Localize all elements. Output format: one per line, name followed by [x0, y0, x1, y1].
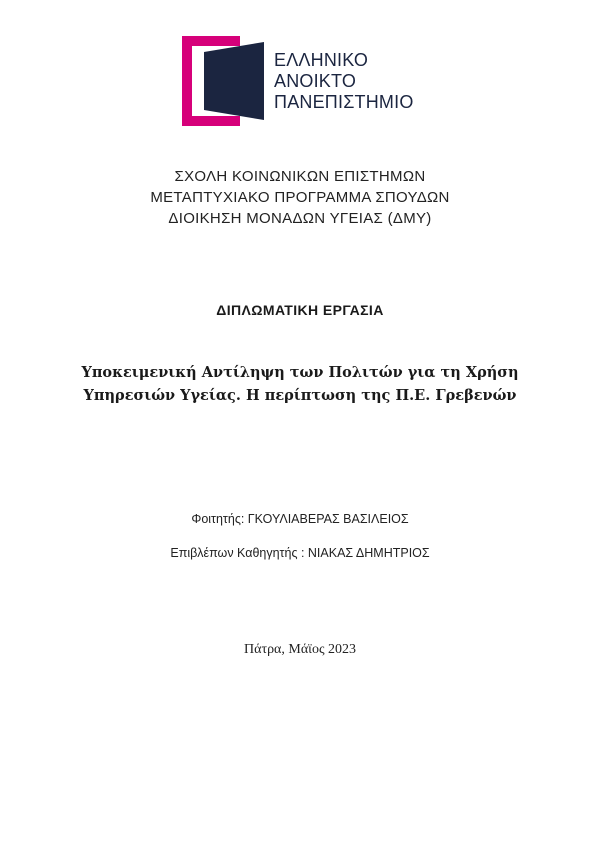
student-name: Φοιτητής: ΓΚΟΥΛΙΑΒΕΡΑΣ ΒΑΣΙΛΕΙΟΣ [191, 512, 409, 526]
thesis-title-line-2: Υπηρεσιών Υγείας. Η περίπτωση της Π.Ε. Γρεβενών [83, 387, 517, 404]
logo-wordmark [274, 50, 414, 113]
supervisor-name: Επιβλέπων Καθηγητής : ΝΙΑΚΑΣ ΔΗΜΗΤΡΙΟΣ [170, 546, 430, 560]
program-name: ΜΕΤΑΠΤΥΧΙΑΚΟ ΠΡΟΓΡΑΜΜΑ ΣΠΟΥΔΩΝ [150, 189, 450, 206]
logo-line-3: ΠΑΝΕΠΙΣΤΗΜΙΟ [274, 92, 414, 112]
thesis-title-line-1: Υποκειμενική Αντίληψη των Πολιτών για τη Χρήση [81, 364, 519, 381]
course-name: ΔΙΟΙΚΗΣΗ ΜΟΝΑΔΩΝ ΥΓΕΙΑΣ (ΔΜΥ) [168, 210, 432, 227]
university-logo [182, 36, 432, 126]
document-type: ΔΙΠΛΩΜΑΤΙΚΗ ΕΡΓΑΣΙΑ [216, 302, 384, 318]
institution-header [0, 166, 600, 229]
place-date: Πάτρα, Μάϊος 2023 [244, 642, 356, 657]
school-name: ΣΧΟΛΗ ΚΟΙΝΩΝΙΚΩΝ ΕΠΙΣΤΗΜΩΝ [174, 168, 426, 185]
logo-line-1: ΕΛΛΗΝΙΚΟ [274, 50, 369, 70]
thesis-title [60, 361, 540, 407]
logo-emblem-icon [182, 36, 272, 126]
logo-line-2: ΑΝΟΙΚΤΟ [274, 71, 357, 91]
